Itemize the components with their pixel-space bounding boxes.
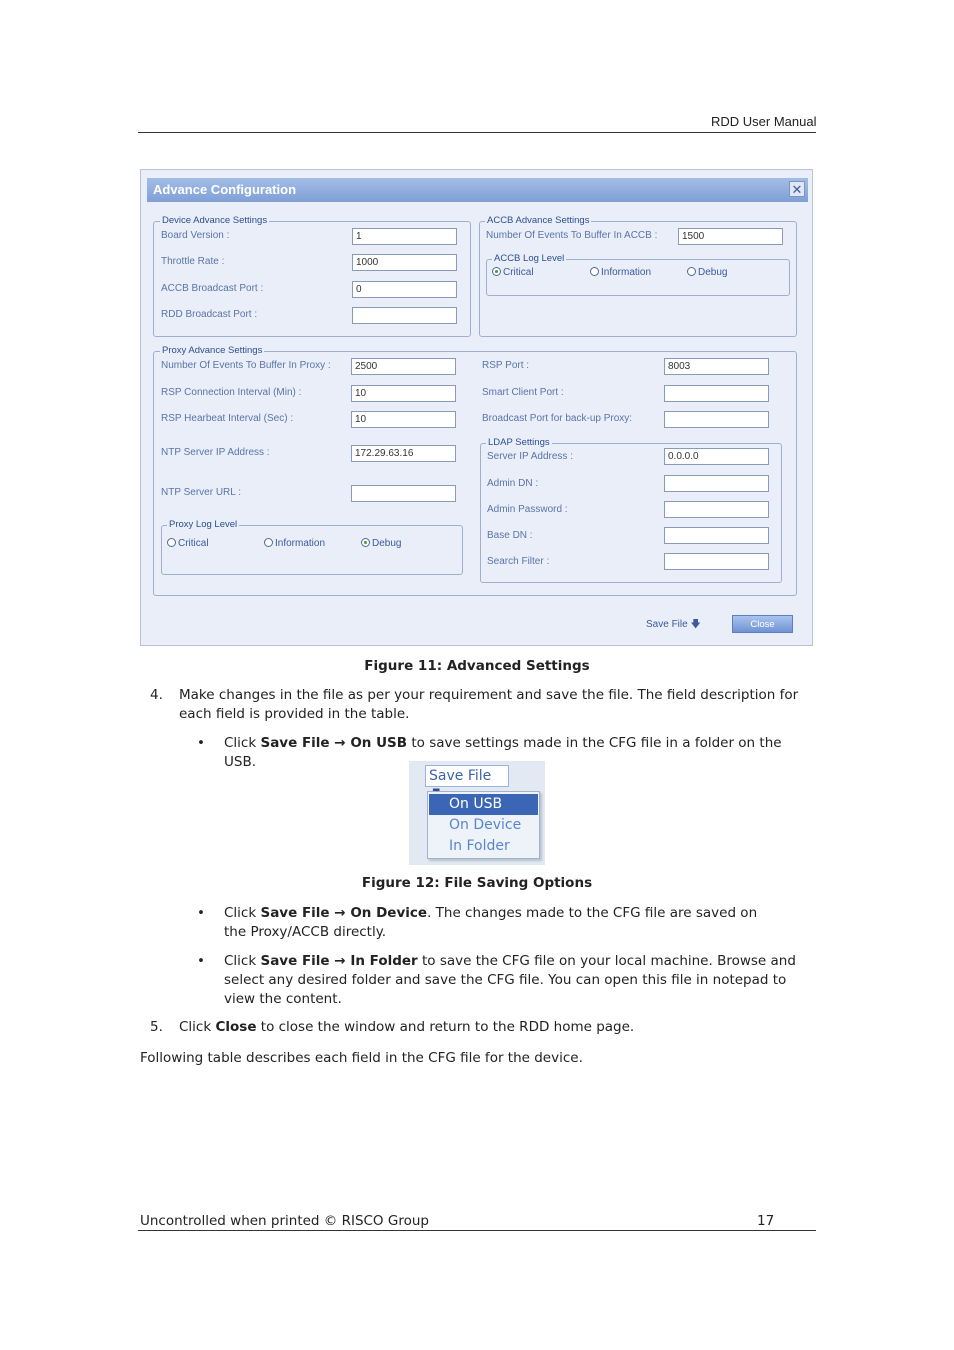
radio-label: Information — [601, 267, 652, 278]
ldap-base-dn-label: Base DN : — [487, 530, 533, 541]
board-version-input[interactable]: 1 — [352, 228, 457, 245]
ldap-base-dn-input[interactable] — [664, 527, 769, 544]
rsp-connection-interval-input[interactable]: 10 — [351, 385, 456, 402]
throttle-rate-label: Throttle Rate : — [161, 256, 225, 267]
ldap-server-ip-label: Server IP Address : — [487, 451, 573, 462]
rsp-heartbeat-interval-input[interactable]: 10 — [351, 411, 456, 428]
radio-icon — [590, 267, 599, 276]
bullet-icon: • — [197, 735, 205, 751]
ldap-search-filter-input[interactable] — [664, 553, 769, 570]
save-file-button[interactable] — [646, 617, 701, 634]
rdd-broadcast-port-label: RDD Broadcast Port : — [161, 309, 258, 320]
figure-11-caption: Figure 11: Advanced Settings — [364, 658, 590, 674]
radio-icon — [264, 538, 273, 547]
ldap-settings-legend: LDAP Settings — [488, 437, 550, 448]
ldap-search-filter-label: Search Filter : — [487, 556, 550, 567]
arrow-down-icon: 🡇 — [690, 619, 701, 630]
bullet-icon: • — [197, 905, 205, 921]
footer-rule — [138, 1230, 816, 1231]
rsp-connection-interval-label: RSP Connection Interval (Min) : — [161, 387, 302, 398]
dialog-title: Advance Configuration — [153, 182, 297, 197]
bullet-on-device: Click Save File → On Device. The changes made to the CFG file are saved on the Proxy/ACCB directly. — [224, 905, 758, 940]
ntp-server-ip-input[interactable]: 172.29.63.16 — [351, 445, 456, 462]
ldap-admin-dn-label: Admin DN : — [487, 478, 539, 489]
ntp-server-url-label: NTP Server URL : — [161, 487, 242, 498]
proxy-log-level-legend: Proxy Log Level — [169, 519, 238, 530]
radio-icon — [687, 267, 696, 276]
save-file-menu — [427, 791, 540, 859]
proxy-radio-debug[interactable] — [361, 538, 401, 549]
rsp-port-input[interactable]: 8003 — [664, 358, 769, 375]
accb-log-level-group — [486, 253, 790, 296]
rsp-heartbeat-interval-label: RSP Hearbeat Interval (Sec) : — [161, 413, 294, 424]
accb-log-level-legend: ACCB Log Level — [494, 253, 565, 264]
step-5-text: Click Close to close the window and return to the RDD home page. — [179, 1019, 635, 1035]
proxy-settings-legend: Proxy Advance Settings — [162, 345, 263, 356]
ldap-admin-dn-input[interactable] — [664, 475, 769, 492]
file-saving-options-figure — [409, 761, 545, 865]
advance-configuration-dialog — [140, 169, 813, 646]
device-settings-legend: Device Advance Settings — [162, 215, 268, 226]
accb-events-input[interactable]: 1500 — [678, 228, 783, 245]
menu-item-on-device[interactable]: On Device — [449, 817, 522, 833]
bullet-in-folder: Click Save File → In Folder to save the CFG file on your local machine. Browse and select any desired folder and save the CFG file. You can open this file in notepad to view the content. — [224, 953, 796, 1007]
radio-icon — [167, 538, 176, 547]
ldap-admin-password-input[interactable] — [664, 501, 769, 518]
accb-advance-settings-group — [479, 215, 797, 337]
bullet-icon: • — [197, 953, 205, 969]
menu-item-on-usb[interactable]: On USB — [429, 794, 538, 815]
ldap-admin-password-label: Admin Password : — [487, 504, 568, 515]
ntp-server-ip-label: NTP Server IP Address : — [161, 447, 270, 458]
close-button[interactable]: Close — [732, 615, 793, 633]
save-file-label: Save File — [646, 619, 688, 630]
throttle-rate-input[interactable]: 1000 — [352, 254, 457, 271]
smart-client-port-input[interactable] — [664, 385, 769, 402]
proxy-radio-information[interactable] — [264, 538, 325, 549]
accb-radio-debug[interactable] — [687, 267, 727, 278]
header-rule — [138, 132, 816, 133]
accb-events-label: Number Of Events To Buffer In ACCB : — [486, 230, 658, 241]
smart-client-port-label: Smart Client Port : — [482, 387, 564, 398]
bullet-on-usb: Click Save File → On USB to save settings made in the CFG file in a folder on the USB. — [224, 735, 782, 770]
footer-copyright: Uncontrolled when printed © RISCO Group — [140, 1213, 429, 1229]
radio-label: Critical — [503, 267, 534, 278]
radio-label: Debug — [372, 538, 402, 549]
accb-radio-information[interactable] — [590, 267, 651, 278]
proxy-advance-settings-group — [153, 345, 797, 596]
step-5-number: 5. — [150, 1019, 163, 1035]
ldap-server-ip-input[interactable]: 0.0.0.0 — [664, 448, 769, 465]
backup-proxy-port-input[interactable] — [664, 411, 769, 428]
step-4-number: 4. — [150, 687, 163, 703]
proxy-log-level-group — [161, 519, 463, 575]
accb-radio-critical[interactable] — [492, 267, 534, 278]
ntp-server-url-input[interactable] — [351, 485, 456, 502]
rdd-broadcast-port-input[interactable] — [352, 307, 457, 324]
radio-selected-icon — [361, 538, 370, 547]
radio-label: Critical — [178, 538, 209, 549]
close-icon[interactable]: ✕ — [789, 181, 805, 197]
figure-12-caption: Figure 12: File Saving Options — [361, 875, 593, 891]
backup-proxy-port-label: Broadcast Port for back-up Proxy: — [482, 413, 633, 424]
step-4-text: Make changes in the file as per your requirement and save the file. The field description for each field is provided in the table. — [179, 687, 799, 722]
device-advance-settings-group — [153, 215, 471, 337]
proxy-events-input[interactable]: 2500 — [351, 358, 456, 375]
radio-label: Debug — [698, 267, 728, 278]
page-number: 17 — [757, 1213, 775, 1229]
closing-paragraph: Following table describes each field in the CFG file for the device. — [140, 1050, 583, 1066]
accb-broadcast-port-label: ACCB Broadcast Port : — [161, 283, 264, 294]
radio-label: Information — [275, 538, 326, 549]
proxy-events-label: Number Of Events To Buffer In Proxy : — [161, 360, 331, 371]
save-file-label: Save File — [429, 768, 492, 784]
dialog-titlebar[interactable] — [147, 178, 808, 202]
accb-broadcast-port-input[interactable]: 0 — [352, 281, 457, 298]
radio-selected-icon — [492, 267, 501, 276]
header-title: RDD User Manual — [711, 114, 817, 129]
board-version-label: Board Version : — [161, 230, 230, 241]
rsp-port-label: RSP Port : — [482, 360, 530, 371]
accb-settings-legend: ACCB Advance Settings — [487, 215, 590, 226]
ldap-settings-group — [480, 437, 782, 583]
menu-item-in-folder[interactable]: In Folder — [449, 838, 510, 854]
proxy-radio-critical[interactable] — [167, 538, 209, 549]
save-file-dropdown-button[interactable] — [425, 765, 509, 787]
